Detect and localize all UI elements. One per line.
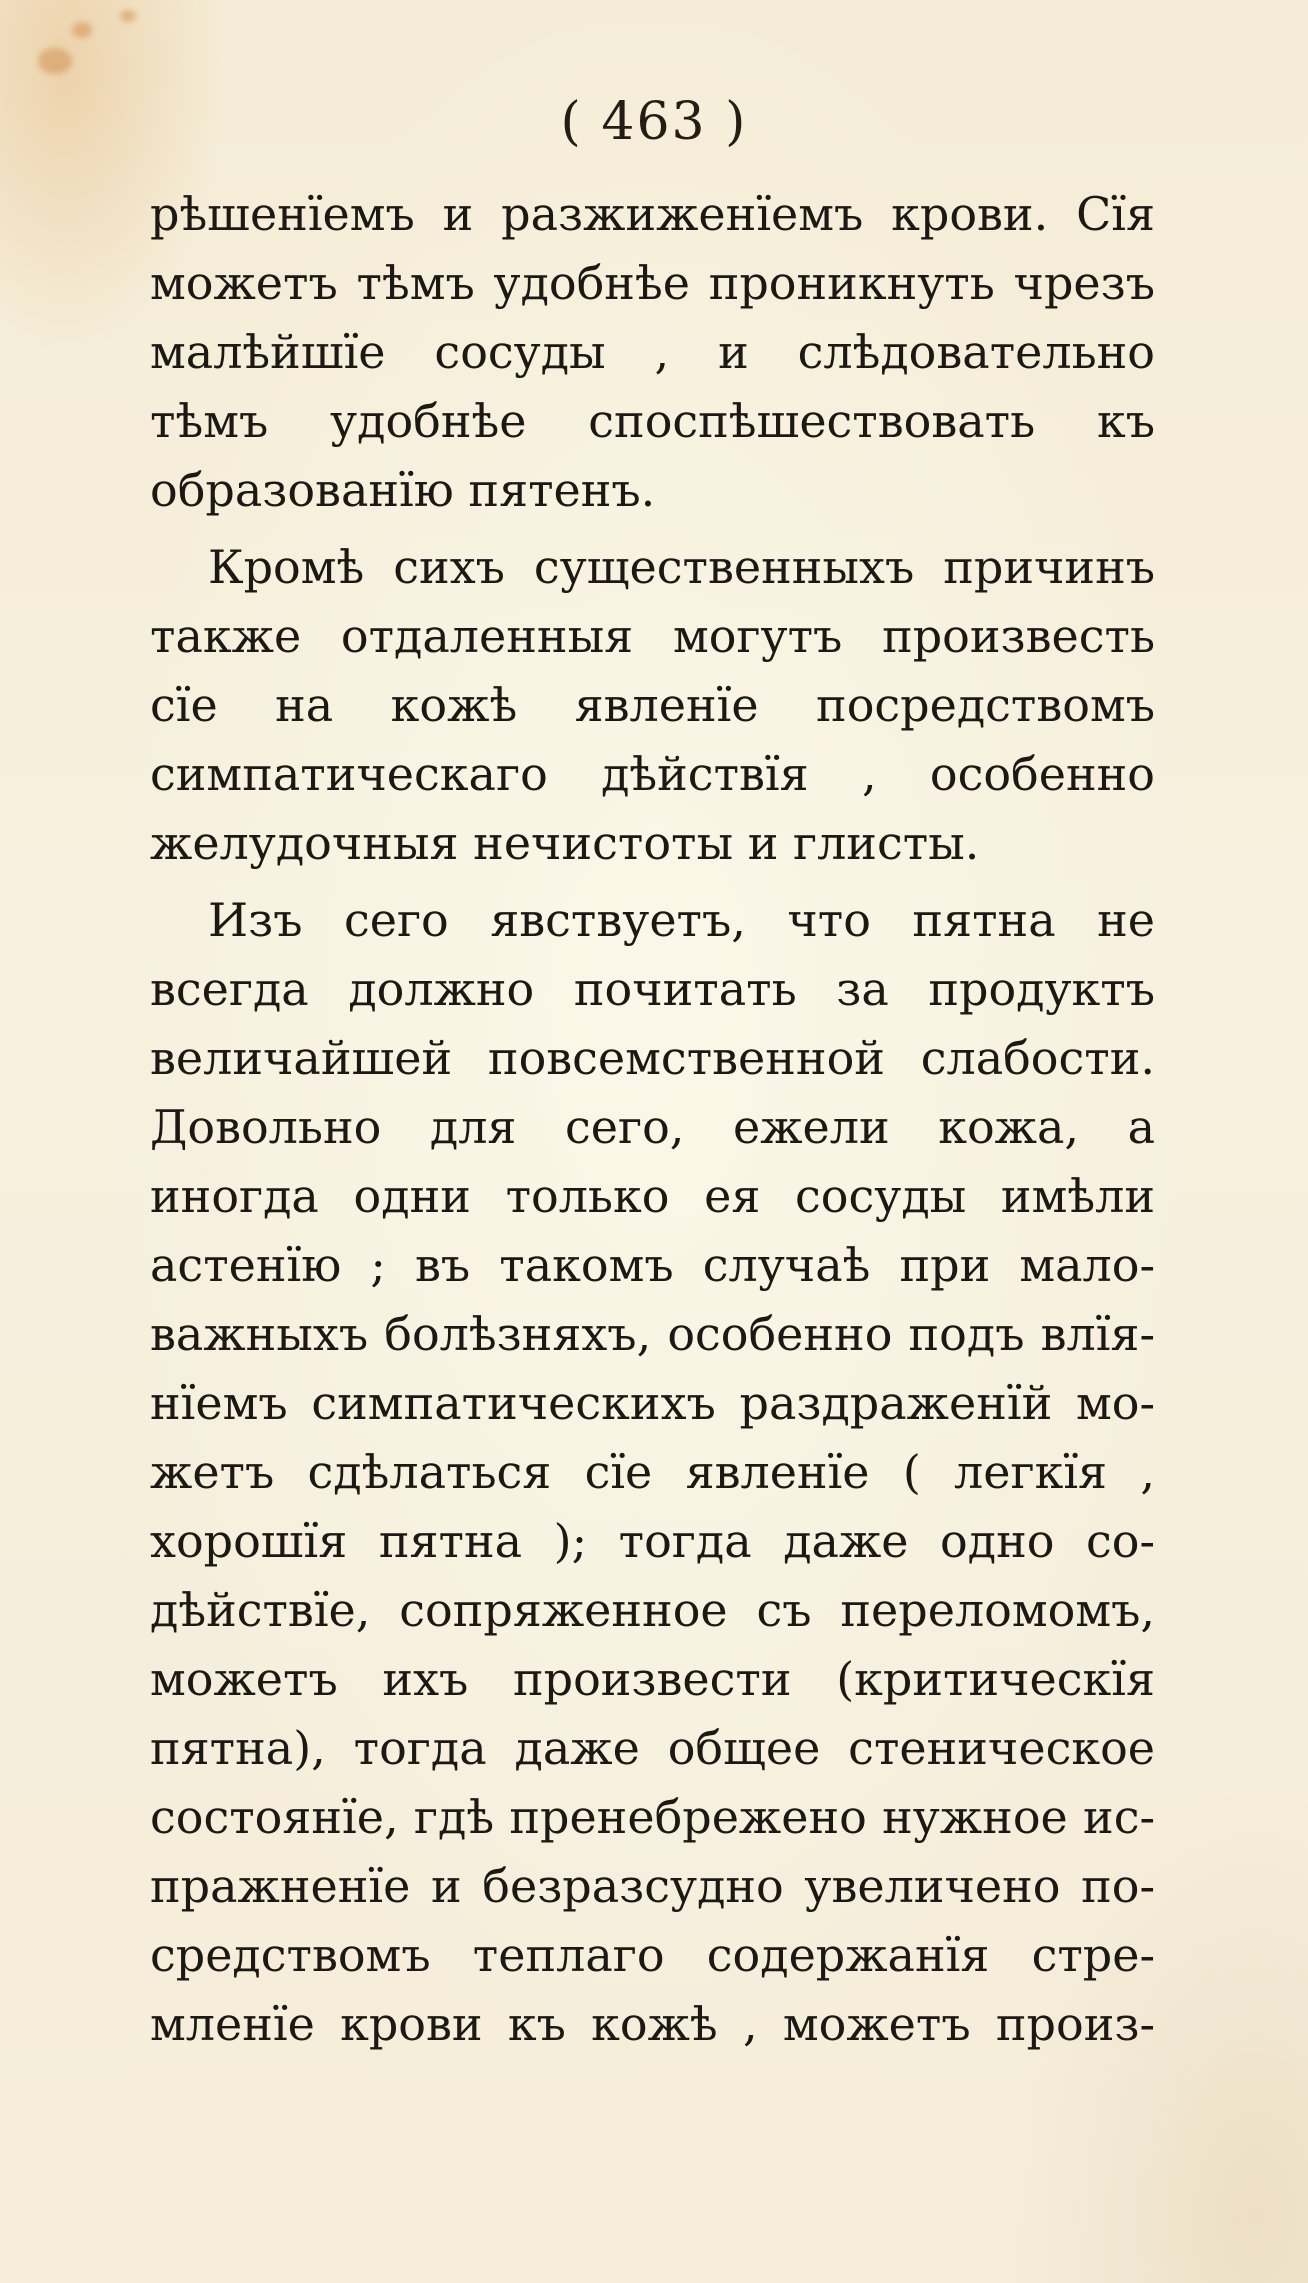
text-line: пятна), тогда даже общее стеническое <box>150 1721 1155 1775</box>
text-line: можетъ ихъ произвести (критическїя <box>150 1652 1155 1706</box>
body-text <box>150 180 1155 2059</box>
text-line: малѣйшїе сосуды , и слѣдовательно <box>150 325 1155 379</box>
text-line: пражненїе и безразсудно увеличено по- <box>150 1859 1155 1913</box>
text-line: можетъ тѣмъ удобнѣе проникнуть чрезъ <box>150 256 1155 310</box>
text-line: Изъ сего явствуетъ, что пятна не <box>208 893 1155 947</box>
text-line: рѣшенїемъ и разжиженїемъ крови. Сїя <box>150 187 1155 241</box>
text-line: сїе на кожѣ явленїе посредствомъ <box>150 678 1155 732</box>
text-line: желудочныя нечистоты и глисты. <box>150 816 980 870</box>
text-line: важныхъ болѣзняхъ, особенно подъ влїя- <box>150 1307 1155 1361</box>
paragraph-3 <box>150 886 1155 2059</box>
text-line: тѣмъ удобнѣе споспѣшествовать къ <box>150 394 1155 448</box>
text-line: всегда должно почитать за продуктъ <box>150 962 1155 1016</box>
text-line: также отдаленныя могутъ произвесть <box>150 609 1155 663</box>
age-stain <box>38 48 72 74</box>
paragraph-2 <box>150 533 1155 878</box>
text-line: жетъ сдѣлаться сїе явленїе ( легкїя , <box>150 1445 1155 1499</box>
text-line: Кромѣ сихъ существенныхъ причинъ <box>208 540 1155 594</box>
text-line: хорошїя пятна ); тогда даже одно со- <box>150 1514 1155 1568</box>
text-line: Довольно для сего, ежели кожа, а <box>150 1100 1155 1154</box>
age-stain <box>120 10 136 22</box>
text-line: состоянїе, гдѣ пренебрежено нужное ис- <box>150 1790 1155 1844</box>
text-line: дѣйствїе, сопряженное съ переломомъ, <box>150 1583 1155 1637</box>
paragraph-1 <box>150 180 1155 525</box>
text-line: астенїю ; въ такомъ случаѣ при мало- <box>150 1238 1155 1292</box>
page-number: ( 463 ) <box>560 92 748 152</box>
text-line: иногда одни только ея сосуды имѣли <box>150 1169 1155 1223</box>
text-line: образованїю пятенъ. <box>150 463 656 517</box>
text-line: нїемъ симпатическихъ раздраженїй мо- <box>150 1376 1155 1430</box>
text-line: симпатическаго дѣйствїя , особенно <box>150 747 1155 801</box>
age-stain <box>72 22 92 38</box>
text-line: средствомъ теплаго содержанїя стре- <box>150 1928 1155 1982</box>
text-line: величайшей повсемственной слабости. <box>150 1031 1155 1085</box>
text-line: мленїе крови къ кожѣ , можетъ произ- <box>150 1997 1155 2051</box>
